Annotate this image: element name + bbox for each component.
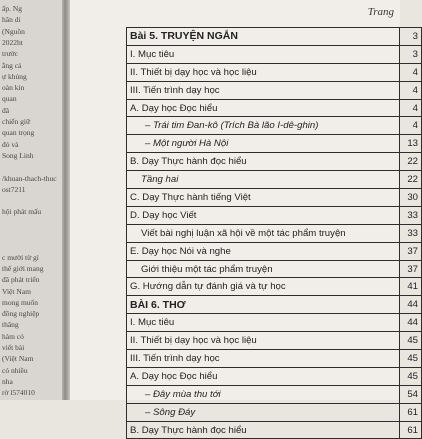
facing-page-line: (Nguồn: [2, 26, 25, 36]
toc-entry-title: – Một người Hà Nội: [127, 135, 400, 153]
toc-entry-page: 33: [400, 206, 422, 224]
facing-page-line: ự khủng: [2, 71, 27, 81]
facing-page-line: quan trọng: [2, 128, 35, 138]
toc-entry-page: 44: [400, 314, 422, 332]
toc-entry-page: 13: [400, 135, 422, 153]
toc-entry-page: 3: [400, 45, 422, 63]
toc-row: [127, 332, 422, 350]
toc-row: [127, 117, 422, 135]
toc-entry-title: II. Thiết bị dạy học và học liệu: [127, 332, 400, 350]
toc-row: [127, 45, 422, 63]
toc-entry-page: 45: [400, 350, 422, 368]
toc-row: [127, 421, 422, 439]
facing-page-line: hân di: [2, 15, 21, 25]
toc-table: [126, 27, 422, 439]
facing-page-line: oàn kin: [2, 83, 25, 93]
facing-page-line: chiến giữ: [2, 117, 31, 126]
toc-entry-page: 37: [400, 242, 422, 260]
toc-entry-title: – Đây mùa thu tới: [127, 385, 400, 403]
facing-page-line: rờ l574010: [2, 388, 35, 398]
toc-row: [127, 367, 422, 385]
facing-page-line: đồng nghiệp: [2, 309, 40, 319]
toc-entry-title: II. Thiết bị dạy học và học liệu: [127, 63, 400, 81]
toc-entry-title: III. Tiến trình dạy học: [127, 81, 400, 99]
book-gutter: [62, 0, 70, 400]
facing-page-line: viết bài: [2, 343, 25, 352]
facing-page-line: ằng cá: [2, 60, 22, 70]
toc-row: [127, 206, 422, 224]
facing-page-line: thế giới mang: [2, 263, 44, 273]
toc-row: [127, 153, 422, 171]
toc-entry-title: – Sông Đáy: [127, 403, 400, 421]
toc-entry-page: 4: [400, 99, 422, 117]
toc-row: [127, 189, 422, 207]
toc-entry-page: 22: [400, 171, 422, 189]
toc-row: [127, 171, 422, 189]
toc-entry-page: 30: [400, 189, 422, 207]
toc-entry-title: I. Mục tiêu: [127, 314, 400, 332]
toc-row: [127, 296, 422, 314]
facing-page-line: Việt Nam: [2, 286, 31, 296]
toc-entry-title: Bài 5. TRUYỆN NGẮN: [127, 28, 400, 46]
toc-entry-title: B. Dạy Thực hành đọc hiểu: [127, 153, 400, 171]
facing-page-line: có nhiều: [2, 365, 28, 375]
toc-row: [127, 81, 422, 99]
toc-entry-title: B. Dạy Thực hành đọc hiểu: [127, 421, 400, 439]
toc-row: [127, 135, 422, 153]
facing-page-line: [2, 241, 66, 250]
facing-page-line: [2, 196, 66, 205]
toc-row: [127, 63, 422, 81]
toc-row: [127, 224, 422, 242]
toc-entry-title: A. Dạy học Đọc hiểu: [127, 367, 400, 385]
facing-page-line: mong muốn: [2, 297, 39, 307]
toc-entry-title: Giới thiệu một tác phẩm truyện: [127, 260, 400, 278]
toc-entry-title: G. Hướng dẫn tự đánh giá và tự học: [127, 278, 400, 296]
toc-entry-page: 45: [400, 367, 422, 385]
toc-entry-title: E. Dạy học Nói và nghe: [127, 242, 400, 260]
facing-page-line: nha: [2, 376, 13, 386]
toc-entry-title: C. Dạy Thực hành tiếng Việt: [127, 189, 400, 207]
toc-entry-title: Viết bài nghị luận xã hội về một tác phẩm truyện: [127, 224, 400, 242]
toc-page: [70, 0, 418, 436]
toc-entry-page: 4: [400, 63, 422, 81]
toc-row: [127, 28, 422, 46]
toc-entry-page: 3: [400, 28, 422, 46]
facing-page-line: trước: [2, 49, 18, 59]
facing-page-line: ost7211: [2, 184, 26, 194]
facing-page-line: [2, 162, 66, 171]
facing-page-line: quan: [2, 94, 17, 104]
facing-page-line: 2022ht: [2, 37, 23, 47]
toc-entry-title: D. Dạy học Viết: [127, 206, 400, 224]
facing-page-line: (Việt Nam: [2, 354, 34, 364]
toc-entry-page: 4: [400, 81, 422, 99]
toc-entry-page: 45: [400, 332, 422, 350]
toc-row: [127, 278, 422, 296]
toc-row: [127, 403, 422, 421]
facing-page-line: c mười từ gì: [2, 252, 39, 262]
toc-entry-title: – Trái tim Đan-kô (Trích Bà lão I-dê-ghin): [127, 117, 400, 135]
facing-page: [0, 0, 70, 400]
facing-page-line: hàm có: [2, 331, 24, 341]
toc-row: [127, 242, 422, 260]
toc-row: [127, 350, 422, 368]
toc-row: [127, 99, 422, 117]
facing-page-line: hội phát mấu: [2, 207, 42, 217]
facing-page-line: đỏ và: [2, 139, 19, 149]
toc-entry-page: 44: [400, 296, 422, 314]
facing-page-line: [2, 230, 66, 239]
toc-entry-title: Tầng hai: [127, 171, 400, 189]
toc-entry-page: 22: [400, 153, 422, 171]
toc-entry-title: A. Dạy học Đọc hiểu: [127, 99, 400, 117]
toc-entry-page: 4: [400, 117, 422, 135]
facing-page-line: ấp. Ng: [2, 4, 22, 13]
facing-page-line: đã: [2, 105, 10, 115]
facing-page-line: [2, 219, 66, 228]
toc-entry-page: 37: [400, 260, 422, 278]
toc-row: [127, 260, 422, 278]
toc-entry-page: 54: [400, 385, 422, 403]
facing-page-line: /khuan-thach-thuc: [2, 173, 57, 183]
running-header: Trang: [367, 6, 394, 18]
facing-page-line: Song Linh: [2, 150, 34, 160]
facing-page-line: thăng: [2, 320, 19, 330]
toc-entry-page: 33: [400, 224, 422, 242]
toc-entry-page: 41: [400, 278, 422, 296]
facing-page-line: đã phát triển: [2, 275, 40, 285]
toc-entry-page: 61: [400, 403, 422, 421]
toc-entry-title: BÀI 6. THƠ: [127, 296, 400, 314]
toc-row: [127, 385, 422, 403]
toc-entry-page: 61: [400, 421, 422, 439]
toc-entry-title: I. Mục tiêu: [127, 45, 400, 63]
toc-entry-title: III. Tiến trình dạy học: [127, 350, 400, 368]
toc-row: [127, 314, 422, 332]
